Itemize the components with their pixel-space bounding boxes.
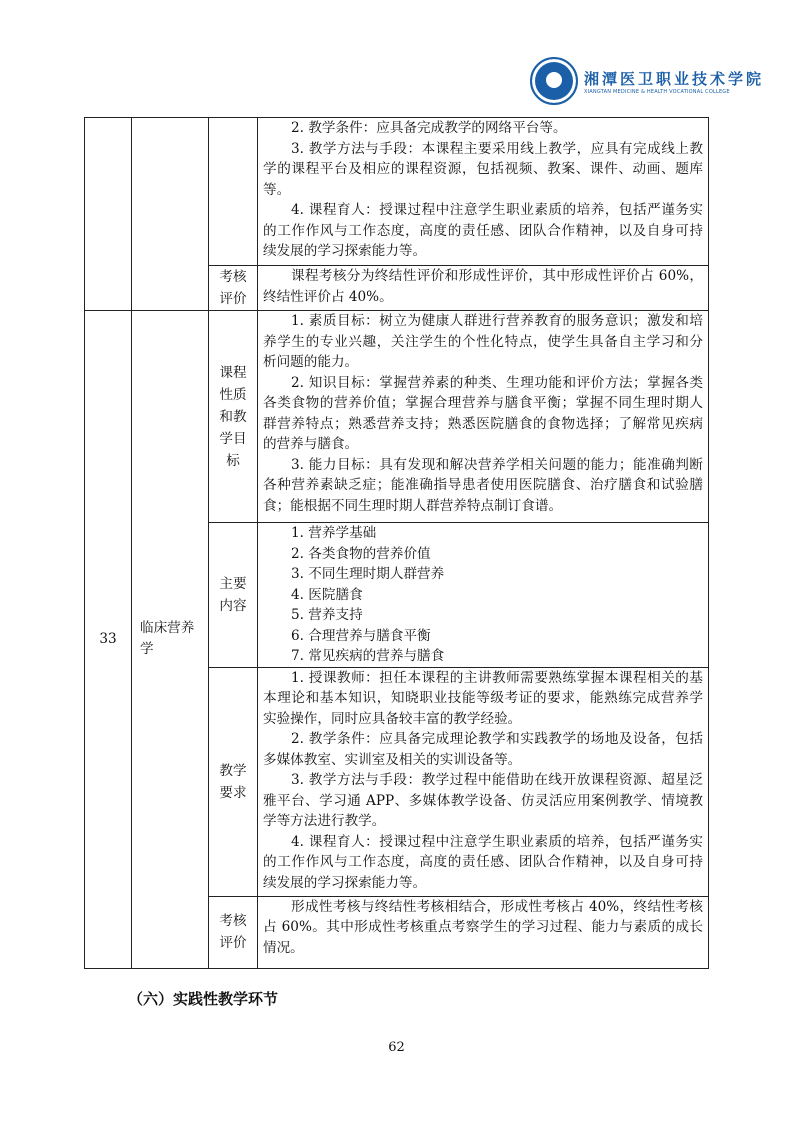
paragraph-line: 续发展的学习探索能力等。 [263, 874, 427, 891]
course-name [132, 311, 209, 969]
label-line: 评价 [219, 935, 247, 951]
paragraph-line: 2. 教学条件：应具备完成理论教学和实践教学的场地及设备，包括 [291, 731, 703, 747]
content-label [209, 523, 258, 668]
paragraph-line: 学的课程平台及相应的课程资源，包括视频、教案、课件、动画、题库 [263, 161, 703, 177]
requirements-label [209, 667, 258, 896]
prev-number-cell [85, 118, 132, 311]
paragraph-line: 课程考核分为终结性评价和形成性评价，其中形成性评价占 60%， [291, 268, 703, 284]
college-seal-icon [530, 57, 578, 105]
course-content [258, 523, 709, 668]
paragraph-line: 情况。 [263, 939, 304, 956]
label-line: 学目 [219, 430, 247, 447]
goals-label [209, 311, 258, 523]
course-assessment [258, 896, 709, 968]
course-requirements [258, 667, 709, 896]
content-item: 7. 常见疾病的营养与膳食 [291, 648, 445, 664]
paragraph-line: 的营养与膳食。 [263, 436, 359, 452]
label-line: 标 [226, 452, 240, 469]
paragraph-line: 形成性考核与终结性考核相结合，形成性考核占 40%，终结性考核 [291, 898, 703, 915]
content-item: 5. 营养支持 [291, 607, 363, 623]
label-line: 性质 [219, 386, 247, 403]
label-line: 和教 [219, 408, 247, 425]
paragraph-line: 养学生的专业兴趣，关注学生的个性化特点，使学生具备自主学习和分 [263, 333, 703, 350]
paragraph-line: 3. 教学方法与手段：教学过程中能借助在线开放课程资源、超星泛 [291, 772, 703, 788]
paragraph-line: 等。 [263, 181, 291, 198]
paragraph-line: 的工作作风与工作态度，高度的责任感、团队合作精神，以及自身可持 [263, 854, 703, 870]
assess-label [209, 896, 258, 968]
paragraph-line: 各类食物的营养价值；掌握合理营养与膳食平衡；掌握不同生理时期人 [263, 395, 703, 411]
page-number: 62 [388, 1040, 405, 1055]
paragraph-line: 2. 教学条件：应具备完成教学的网络平台等。 [291, 120, 567, 136]
label-line: 考核 [219, 269, 247, 285]
paragraph-line: 续发展的学习探索能力等。 [263, 243, 427, 259]
paragraph-line: 4. 课程育人：授课过程中注意学生职业素质的培养，包括严谨务实 [291, 202, 703, 218]
paragraph-line: 1. 授课教师：担任本课程的主讲教师需要熟练掌握本课程相关的基 [291, 669, 703, 686]
label-line: 课程 [219, 364, 247, 381]
label-line: 要求 [219, 784, 247, 801]
prev-requirements [258, 118, 709, 266]
label-line: 内容 [219, 597, 247, 614]
paragraph-line: 3. 能力目标：具有发现和解决营养学相关问题的能力；能准确判断 [291, 456, 703, 473]
label-line: 临床营养 [140, 620, 195, 637]
paragraph-line: 析问题的能力。 [263, 354, 359, 370]
content-item: 6. 合理营养与膳食平衡 [291, 627, 431, 644]
course-goals [258, 311, 709, 523]
section-heading: （六）实践性教学环节 [128, 990, 279, 1008]
course-table [84, 117, 709, 969]
college-logo [530, 57, 764, 105]
content-item: 4. 医院膳食 [291, 586, 363, 603]
paragraph-line: 雅平台、学习通 APP、多媒体教学设备、仿灵活应用案例教学、情境教 [263, 792, 703, 809]
prev-assess-label [209, 266, 258, 311]
label-line: 主要 [219, 575, 247, 592]
paragraph-line: 占 60%。其中形成性考核重点考察学生的学习过程、能力与素质的成长 [263, 919, 703, 935]
paragraph-line: 4. 课程育人：授课过程中注意学生职业素质的培养，包括严谨务实 [291, 833, 703, 850]
paragraph-line: 本理论和基本知识，知晓职业技能等级考证的要求，能熟练完成营养学 [263, 690, 703, 706]
paragraph-line: 实验操作，同时应具备较丰富的教学经验。 [263, 710, 522, 727]
prev-assessment [258, 266, 709, 311]
prev-name-cell [132, 118, 209, 311]
paragraph-line: 2. 知识目标：掌握营养素的种类、生理功能和评价方法；掌握各类 [291, 374, 703, 391]
paragraph-line: 各种营养素缺乏症；能准确指导患者使用医院膳食、治疗膳食和试验膳 [263, 477, 703, 493]
paragraph-line: 食；能根据不同生理时期人群营养特点制订食谱。 [263, 497, 563, 514]
content-item: 3. 不同生理时期人群营养 [291, 566, 445, 582]
logo-name-cn: 湘潭医卫职业技术学院 [584, 69, 765, 88]
label-line: 评价 [219, 291, 247, 307]
paragraph-line: 终结性评价占 40%。 [263, 288, 393, 305]
content-item: 1. 营养学基础 [291, 525, 377, 541]
paragraph-line: 学等方法进行教学。 [263, 813, 386, 829]
label-line: 考核 [219, 913, 247, 929]
paragraph-line: 的工作作风与工作态度，高度的责任感、团队合作精神，以及自身可持 [263, 222, 703, 239]
content-item: 2. 各类食物的营养价值 [291, 545, 431, 562]
label-line: 学 [140, 641, 154, 658]
paragraph-line: 群营养特点；熟悉营养支持；熟悉医院膳食的食物选择；了解常见疾病 [263, 415, 703, 432]
paragraph-line: 3. 教学方法与手段：本课程主要采用线上教学，应具有完成线上教 [291, 140, 703, 157]
paragraph-line: 1. 素质目标：树立为健康人群进行营养教育的服务意识；激发和培 [291, 313, 703, 329]
logo-name-en: XIANGTAN MEDICINE & HEALTH VOCATIONAL COLLEGE [584, 88, 730, 95]
course-number: 33 [85, 311, 132, 969]
label-line: 教学 [219, 762, 247, 779]
prev-label-cell [209, 118, 258, 266]
paragraph-line: 多媒体教室、实训室及相关的实训设备等。 [263, 751, 522, 768]
